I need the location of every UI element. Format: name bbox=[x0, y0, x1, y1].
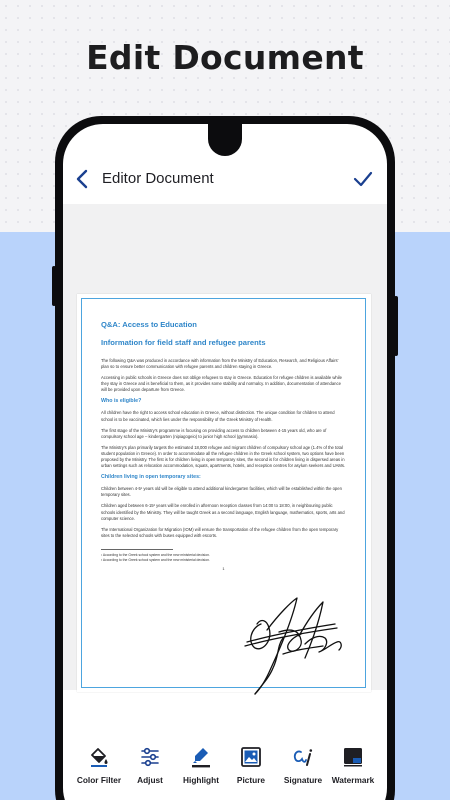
signature-overlay[interactable] bbox=[239, 594, 349, 699]
document-paragraph: The Ministry's plan primarily targets the estimated 18,000 refugee and migrant children of compulsory school age (1.4% of the total student population in Greece). In order to accommodate all the refugee children in the Greek school system, two options have been proposed by the Ministry. The first is for children living in open temporary sites, the second is for children living in dispersed areas in urban settings such as relocation accommodation, squats, apartments, hotels, and reception centres for asylum seekers and UAMs. bbox=[101, 444, 346, 469]
tool-label: Signature bbox=[283, 775, 323, 785]
signature-icon bbox=[292, 746, 314, 768]
document-paragraph: The first stage of the Ministry's programme is focusing on providing access to children between 4-15 years old, who are of compulsory school age – kindergarten (nipiagogeio) to junior high school (gymnasio). bbox=[101, 427, 327, 439]
camera-notch bbox=[208, 124, 242, 156]
phone-power-button bbox=[394, 296, 398, 356]
app-header bbox=[63, 156, 387, 202]
tool-label: Picture bbox=[236, 775, 266, 785]
highlight-icon bbox=[190, 746, 212, 768]
bottom-toolbar bbox=[63, 746, 387, 800]
document-paragraph: All children have the right to access school education in Greece, without distinction. The unique condition for children to attend school is to be vaccinated, which lies under the responsibility of the Greek Ministry of Health. bbox=[101, 410, 335, 422]
document-content bbox=[101, 320, 346, 571]
tool-label: Highlight bbox=[183, 775, 219, 785]
tool-label: Watermark bbox=[331, 775, 375, 785]
phone-side-button bbox=[52, 266, 56, 306]
document-section-heading: Children living in open temporary sites: bbox=[101, 474, 201, 481]
footnote: ¹ According to the Greek school system and the new ministerial decision. bbox=[101, 552, 210, 557]
tool-watermark[interactable] bbox=[323, 746, 383, 785]
adjust-icon bbox=[139, 746, 161, 768]
document-paragraph: Children aged between 6-15² years will be enrolled in afternoon reception classes from 14:00 to 18:00, in neighbouring public schools identified by the Ministry. They will be taught Greek as a second language, English language, mathematics, sports, arts and computer science. bbox=[101, 503, 345, 521]
document-paragraph: Accessing in public schools in Greece does not oblige refugees to stay in Greece. Education for refugee children is available while they stay in Greece and is beneficial to them, as it provides some stability and normalcy. In addition, documentation of attendance will be provided upon departure from Greece. bbox=[101, 375, 342, 393]
editor-canvas bbox=[63, 204, 387, 690]
document-paragraph: Children between 4-5¹ years old will be eligible to attend additional kindergarten facilities, which will be established within the open temporary sites. bbox=[101, 486, 342, 498]
phone-frame bbox=[55, 116, 395, 800]
page-title: Editor Document bbox=[102, 170, 214, 187]
color-filter-icon bbox=[88, 746, 110, 768]
watermark-icon bbox=[342, 746, 364, 768]
document-page[interactable] bbox=[77, 294, 371, 692]
confirm-check-icon[interactable] bbox=[353, 169, 373, 189]
document-paragraph: The International Organization for Migration (IOM) will ensure the transportation of the refugee children from the open temporary sites to the selected schools with buses equipped with escorts. bbox=[101, 526, 339, 538]
back-arrow-icon[interactable] bbox=[73, 168, 93, 190]
document-paragraph: The following Q&A was produced in accordance with information from the Ministry of Education, Research, and Religious Affairs' plan so to ensure better communication with refugee parents and children staying in Greece. bbox=[101, 358, 339, 370]
document-title: Q&A: Access to Education bbox=[101, 320, 197, 329]
promo-headline: Edit Document bbox=[86, 38, 364, 77]
footnote: ² According to the Greek school system and the new ministerial decision. bbox=[101, 557, 210, 562]
picture-icon bbox=[240, 746, 262, 768]
tool-picture[interactable] bbox=[221, 746, 281, 785]
document-subtitle: Information for field staff and refugee parents bbox=[101, 338, 266, 347]
footnote-divider bbox=[101, 549, 173, 550]
document-section-heading: Who is eligible? bbox=[101, 398, 142, 405]
tool-label: Adjust bbox=[137, 775, 163, 785]
tool-label: Color Filter bbox=[76, 775, 122, 785]
page-number: 1 bbox=[222, 565, 225, 571]
phone-screen bbox=[63, 124, 387, 800]
